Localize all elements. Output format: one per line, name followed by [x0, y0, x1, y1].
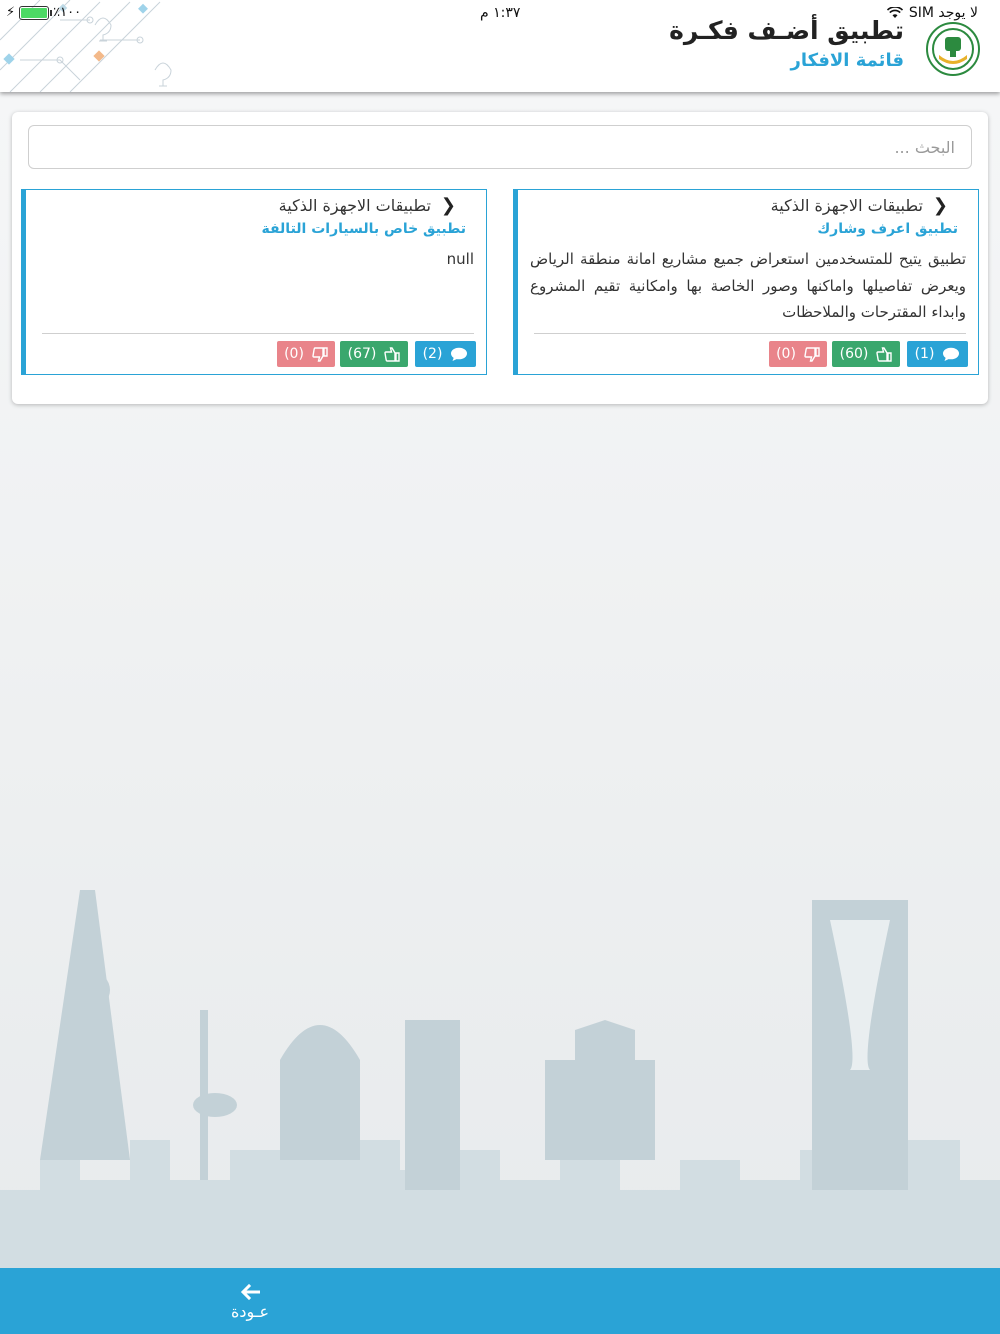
card-divider [534, 333, 966, 334]
like-count: (60) [839, 346, 869, 362]
dislike-button[interactable] [277, 341, 335, 367]
idea-card[interactable] [513, 189, 979, 375]
like-button[interactable] [340, 341, 408, 367]
comment-icon [450, 347, 468, 362]
carrier-label: لا يوجد SIM [908, 5, 978, 21]
thumbs-down-icon [804, 347, 820, 362]
thumbs-up-icon [876, 347, 892, 362]
battery-status [6, 5, 81, 20]
dislike-count: (0) [776, 346, 796, 362]
card-divider [42, 333, 474, 334]
idea-card[interactable] [21, 189, 487, 375]
thumbs-up-icon [384, 347, 400, 362]
comment-button[interactable] [907, 341, 968, 367]
app-title: تطبيق أضـف فكـرة [669, 16, 904, 45]
idea-description: null [446, 250, 474, 268]
like-count: (67) [347, 346, 377, 362]
comment-button[interactable] [415, 341, 476, 367]
app-header [0, 0, 1000, 92]
back-button[interactable] [210, 1274, 290, 1330]
idea-category[interactable] [279, 195, 456, 216]
bottom-bar [0, 1268, 1000, 1334]
dislike-button[interactable] [769, 341, 827, 367]
comment-icon [942, 347, 960, 362]
battery-icon [19, 6, 49, 20]
card-actions [26, 341, 486, 367]
idea-name: تطبيق خاص بالسيارات التالفة [261, 221, 466, 237]
idea-category-label: تطبيقات الاجهزة الذكية [770, 196, 923, 215]
charging-icon: ⚡ [6, 5, 16, 20]
dislike-count: (0) [284, 346, 304, 362]
back-label: عـودة [230, 1301, 269, 1321]
comment-count: (2) [422, 346, 443, 362]
like-button[interactable] [832, 341, 900, 367]
comment-count: (1) [914, 346, 935, 362]
idea-description: تطبيق يتيح للمتسخدمين استعراض جميع مشاريع امانة منطقة الرياض ويعرض تفاصيلها واماكنها وصور الخاصة بها وامكانية تقيم المشروع وابداء المقترحات والملاحظات [530, 250, 966, 321]
arrow-left-icon [240, 1284, 260, 1300]
search-input[interactable] [28, 125, 972, 169]
thumbs-down-icon [312, 347, 328, 362]
idea-category-label: تطبيقات الاجهزة الذكية [278, 196, 431, 215]
idea-name: تطبيق اعرف وشارك [817, 221, 958, 237]
ideas-panel [12, 112, 988, 404]
riyadh-logo-icon [926, 22, 980, 76]
battery-percent: ٪١٠٠ [53, 5, 82, 20]
page-title: قائمة الافكار [790, 50, 904, 71]
riyadh-skyline-illustration [0, 860, 1000, 1270]
card-actions [518, 341, 978, 367]
chevron-left-icon: ❮ [932, 195, 948, 216]
idea-category[interactable] [771, 195, 948, 216]
status-time: ١:٣٧ م [480, 5, 521, 21]
chevron-left-icon: ❮ [440, 195, 456, 216]
